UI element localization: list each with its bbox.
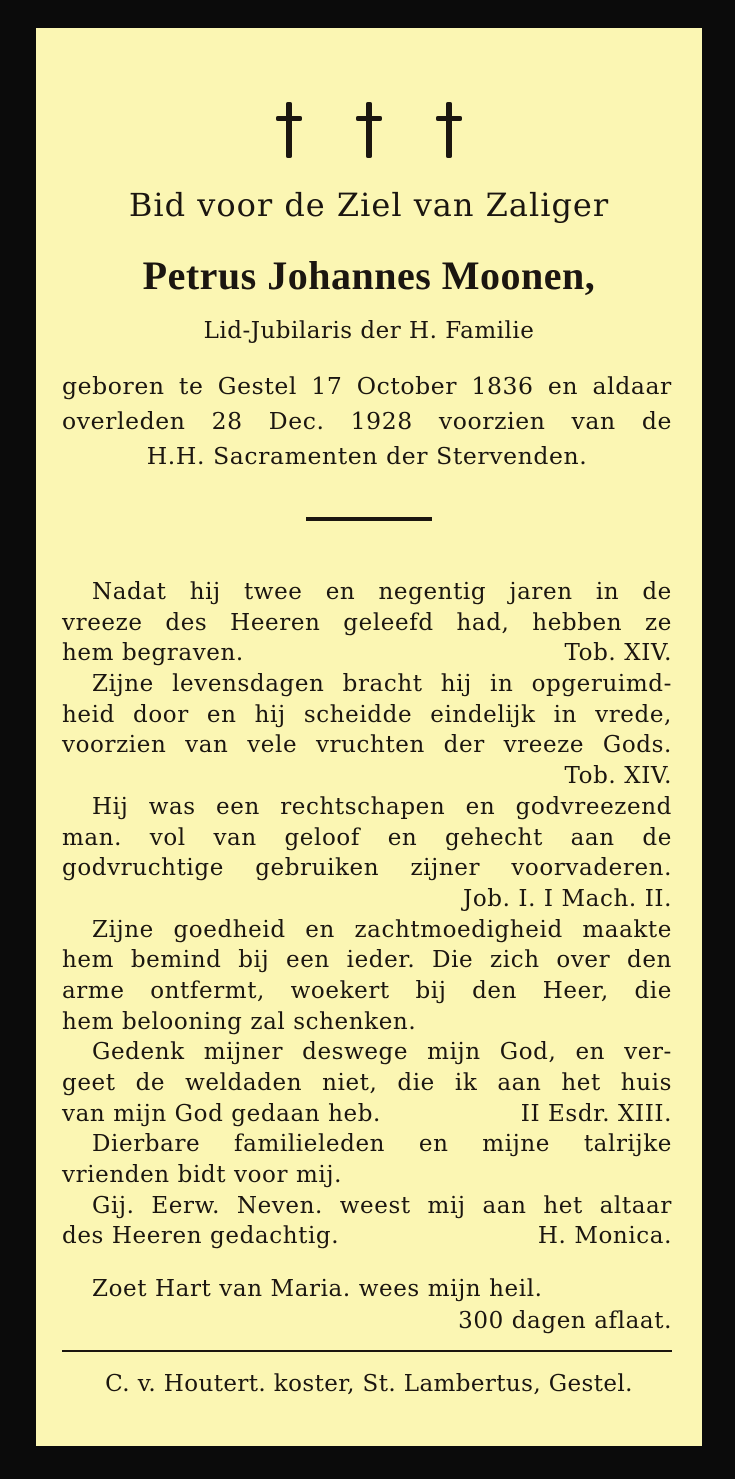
word: gehecht — [445, 824, 543, 851]
word: man. — [62, 824, 123, 851]
word: zich — [490, 947, 540, 974]
word: niet, — [322, 1070, 378, 1096]
membership-line: Lid-Jubilaris der H. Familie — [203, 318, 535, 344]
word: deswege — [302, 1039, 409, 1066]
word: en — [206, 701, 237, 728]
prayer-heading: Bid voor de Ziel van Zaliger — [128, 186, 610, 224]
word: aan — [497, 1070, 542, 1096]
word: twee — [243, 579, 303, 605]
word: hebben — [532, 609, 623, 636]
word: de — [642, 579, 672, 605]
text-line — [62, 1068, 672, 1099]
word: Gedenk — [92, 1039, 185, 1066]
text-segment: van mijn God gedaan heb. — [62, 1100, 381, 1127]
word: geloof — [284, 824, 360, 851]
word: en — [418, 1131, 449, 1158]
word: bij — [238, 947, 270, 974]
word: hij — [440, 671, 472, 698]
divider — [306, 517, 432, 521]
word: mijne — [482, 1131, 551, 1158]
word: in — [553, 701, 578, 728]
scripture-text — [62, 577, 672, 1252]
word: de — [135, 1070, 166, 1096]
text-line — [62, 730, 672, 761]
word: vruchten — [315, 732, 425, 759]
word: Zijne — [92, 671, 154, 698]
word: voorzien — [62, 732, 167, 759]
word: altaar — [599, 1192, 672, 1219]
word: vreeze — [62, 609, 143, 636]
word: hij — [189, 579, 221, 605]
word: rechtschapen — [280, 793, 446, 820]
deceased-name: Petrus Johannes Moonen, — [142, 253, 596, 298]
word: hem — [62, 947, 115, 974]
text-line — [62, 1191, 672, 1222]
word: mijn — [427, 1039, 481, 1066]
word: bij — [415, 977, 447, 1004]
word: den — [627, 947, 672, 974]
word: huis — [620, 1070, 672, 1096]
word: gebruiken — [255, 855, 380, 882]
word: Dierbare — [92, 1131, 201, 1158]
word: ver- — [624, 1039, 672, 1066]
text-line — [62, 1099, 672, 1130]
word: vrede, — [595, 701, 672, 728]
word: voorzien — [438, 407, 546, 435]
word: geboren — [62, 372, 165, 400]
word: Heer, — [542, 977, 609, 1004]
text-line — [62, 1160, 672, 1191]
text-segment: hem belooning zal schenken. — [62, 1008, 417, 1035]
word: een — [216, 793, 260, 820]
word: te — [178, 372, 204, 400]
word: bracht — [342, 671, 423, 698]
word: ze — [645, 609, 672, 636]
word: Zijne — [92, 916, 154, 943]
word: Heeren — [230, 609, 321, 636]
text-line — [62, 1037, 672, 1068]
text-line — [62, 577, 672, 608]
text-line — [62, 945, 672, 976]
word: de — [641, 407, 672, 435]
text-line — [62, 700, 672, 731]
word: arme — [62, 977, 125, 1004]
cross-icon — [352, 102, 386, 158]
text-line — [62, 439, 672, 474]
word: Gods. — [602, 732, 672, 759]
word: goedheid — [173, 916, 286, 943]
text-line — [62, 404, 672, 439]
word: Gij. — [92, 1192, 135, 1219]
word: opgeruimd- — [531, 671, 672, 698]
word: levensdagen — [172, 671, 325, 698]
text-line — [62, 823, 672, 854]
birth-death-block — [62, 369, 672, 474]
word: was — [148, 793, 196, 820]
word: in — [595, 579, 620, 605]
word: godvruchtige — [62, 855, 224, 882]
word: ik — [454, 1070, 478, 1096]
word: 17 — [311, 372, 343, 400]
word: in — [490, 671, 514, 698]
word: en — [325, 579, 356, 605]
word: God, — [499, 1039, 557, 1066]
text-line — [62, 638, 672, 669]
closing-block — [62, 1273, 672, 1337]
word: den — [472, 977, 518, 1004]
word: die — [634, 977, 672, 1004]
word: aldaar — [592, 372, 672, 400]
word: jaren — [509, 579, 573, 605]
word: vol — [149, 824, 186, 851]
text-line — [62, 853, 672, 884]
word: talrijke — [583, 1131, 672, 1158]
word: eindelijk — [430, 701, 536, 728]
word: de — [642, 824, 672, 851]
word: en — [575, 1039, 606, 1066]
word: en — [387, 824, 418, 851]
word: 28 — [211, 407, 243, 435]
cross-icon — [432, 102, 466, 158]
printer-credit: C. v. Houtert. koster, St. Lambertus, Gestel. — [105, 1371, 633, 1397]
word: van — [185, 732, 229, 759]
indulgence-line: 300 dagen aflaat. — [458, 1308, 672, 1334]
word: een — [286, 947, 330, 974]
word: ieder. — [346, 947, 416, 974]
text-line — [62, 1221, 672, 1252]
word: en — [305, 916, 335, 943]
text-line — [62, 792, 672, 823]
citation: H. Monica. — [537, 1223, 672, 1250]
word: woekert — [290, 977, 390, 1004]
word: maakte — [582, 916, 672, 943]
footer-divider — [62, 1350, 672, 1352]
word: door — [133, 701, 189, 728]
citation: Job. I. I Mach. II. — [463, 885, 672, 912]
word: had, — [456, 609, 510, 636]
word: overleden — [62, 407, 186, 435]
word: weldaden — [185, 1070, 303, 1096]
text-line — [62, 1129, 672, 1160]
word: zachtmoedigheid — [354, 916, 563, 943]
word: zijner — [410, 855, 481, 882]
text-segment: hem begraven. — [62, 640, 244, 667]
word: en — [465, 793, 496, 820]
word: 1836 — [471, 372, 534, 400]
word: Nadat — [92, 579, 167, 605]
text-segment: vrienden bidt voor mij. — [62, 1162, 342, 1189]
word: hij — [254, 701, 286, 728]
word: die — [397, 1070, 435, 1096]
text-line — [62, 1007, 672, 1038]
word: der — [443, 732, 485, 759]
word: des — [165, 609, 208, 636]
word: over — [556, 947, 611, 974]
text-line — [62, 915, 672, 946]
word: Die — [432, 947, 474, 974]
word: H.H. Sacramenten der Stervenden. — [146, 442, 588, 470]
word: heid — [62, 701, 115, 728]
word: Neven. — [236, 1192, 323, 1219]
word: familieleden — [234, 1131, 386, 1158]
word: Hij — [92, 793, 129, 820]
citation: Tob. XIV. — [564, 640, 672, 667]
word: geet — [62, 1070, 116, 1096]
text-line — [62, 976, 672, 1007]
word: 1928 — [350, 407, 413, 435]
text-line — [62, 761, 672, 792]
citation: Tob. XIV. — [564, 763, 672, 790]
word: vele — [247, 732, 298, 759]
word: van — [571, 407, 616, 435]
text-line — [62, 884, 672, 915]
word: het — [561, 1070, 601, 1096]
word: godvreezend — [515, 793, 672, 820]
word: aan — [482, 1192, 527, 1219]
crosses — [36, 102, 702, 158]
citation: II Esdr. XIII. — [520, 1100, 672, 1127]
word: mijner — [203, 1039, 284, 1066]
word: bemind — [130, 947, 222, 974]
word: voorvaderen. — [511, 855, 672, 882]
word: weest — [339, 1192, 411, 1219]
word: Gestel — [217, 372, 297, 400]
word: negentig — [378, 579, 487, 605]
word: van — [213, 824, 257, 851]
text-line — [62, 669, 672, 700]
word: ontfermt, — [150, 977, 265, 1004]
cross-icon — [272, 102, 306, 158]
text-line — [62, 608, 672, 639]
word: aan — [570, 824, 615, 851]
word: het — [543, 1192, 583, 1219]
word: en — [547, 372, 579, 400]
memorial-card — [36, 28, 702, 1446]
word: geleefd — [343, 609, 434, 636]
word: October — [356, 372, 458, 400]
word: Dec. — [268, 407, 325, 435]
text-segment: des Heeren gedachtig. — [62, 1223, 340, 1250]
closing-prayer: Zoet Hart van Maria. wees mijn heil. — [92, 1276, 543, 1302]
word: vreeze — [503, 732, 585, 759]
word: scheidde — [303, 701, 413, 728]
word: Eerw. — [151, 1192, 221, 1219]
text-line — [62, 369, 672, 404]
word: mij — [427, 1192, 466, 1219]
